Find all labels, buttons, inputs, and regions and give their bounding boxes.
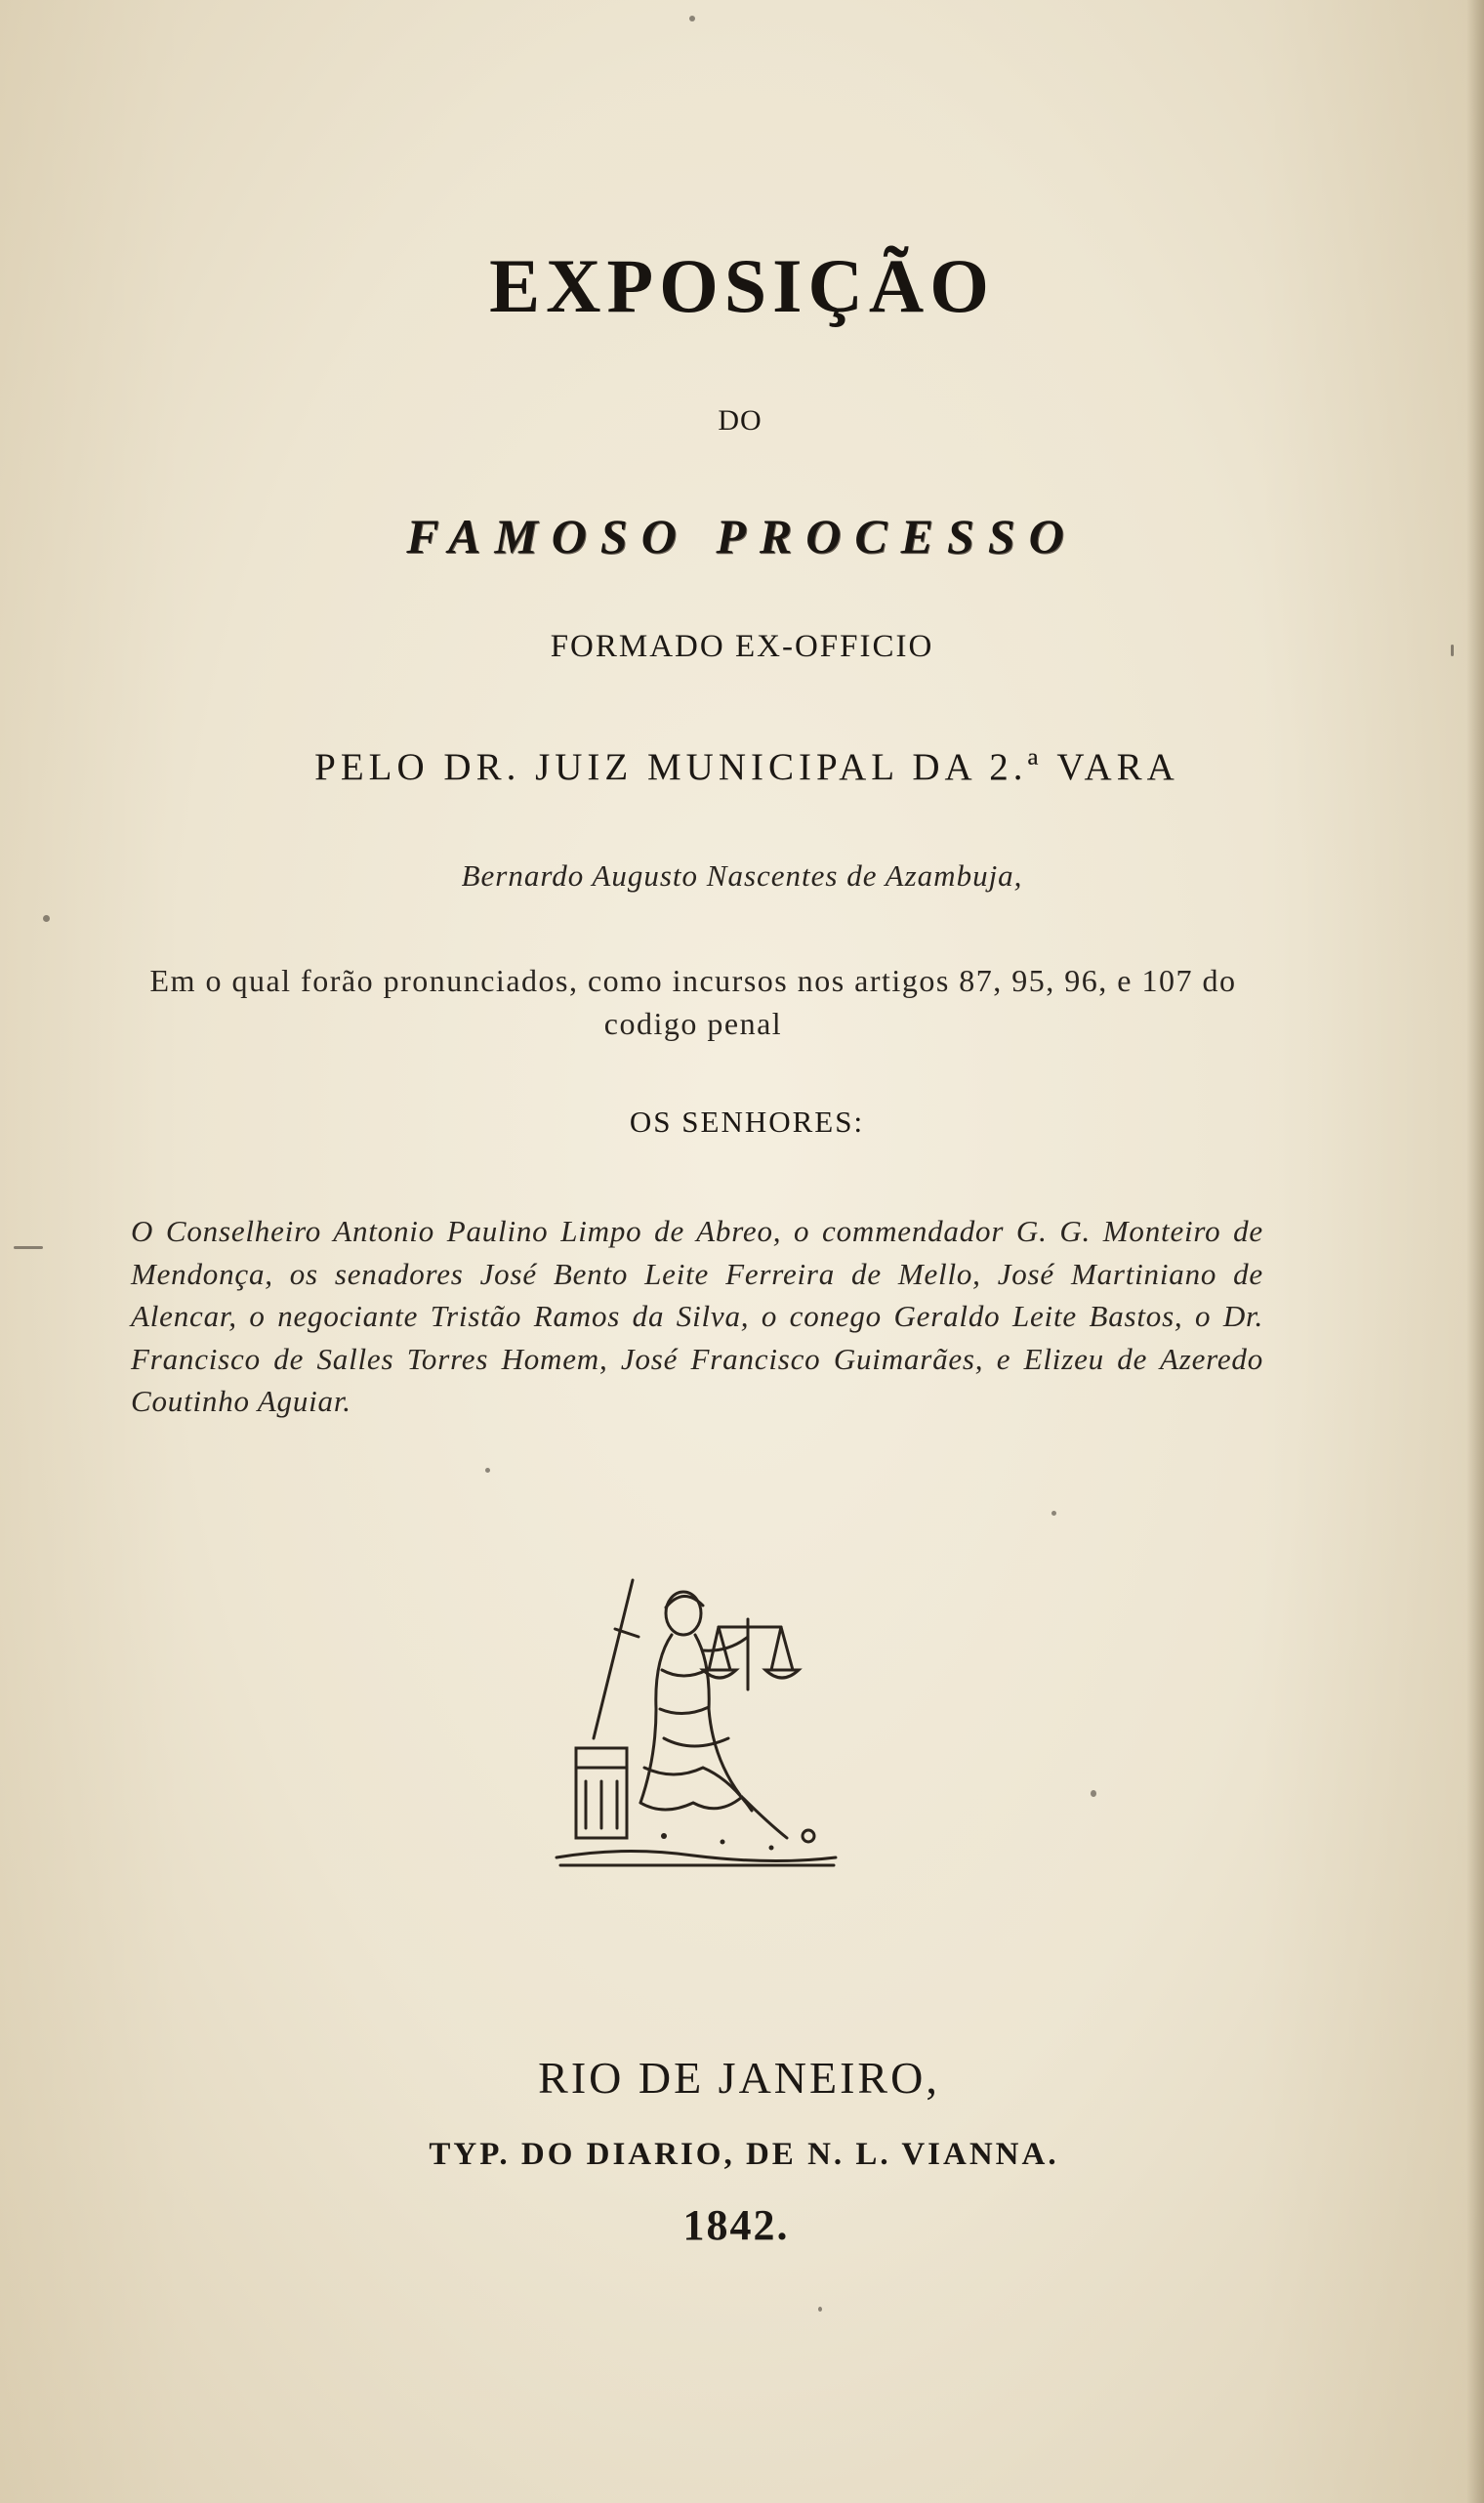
title-connector: DO — [718, 404, 763, 437]
formed-by-line: FORMADO EX-OFFICIO — [550, 629, 934, 664]
page-subtitle: FAMOSO PROCESSO — [406, 509, 1078, 563]
paper-speck — [689, 16, 695, 21]
imprint-place: RIO DE JANEIRO, — [538, 2053, 940, 2103]
page-edge-shadow — [1466, 0, 1484, 2503]
paper-speck — [1091, 1790, 1096, 1797]
paper-speck — [43, 915, 50, 922]
page-title: EXPOSIÇÃO — [489, 243, 995, 328]
paper-speck — [14, 1246, 43, 1249]
imprint-printer: TYP. DO DIARIO, DE N. L. VIANNA. — [429, 2137, 1059, 2172]
judge-line: PELO DR. JUIZ MUNICIPAL DA 2.ª VARA — [314, 746, 1179, 788]
charge-paragraph: Em o qual forão pronunciados, como incursos nos artigos 87, 95, 96, e 107 do codigo penal — [149, 963, 1237, 1041]
senhores-heading: OS SENHORES: — [629, 1105, 865, 1139]
paper-speck — [1051, 1511, 1056, 1516]
justice-figure-icon — [547, 1572, 849, 1885]
paper-speck — [485, 1468, 490, 1473]
judge-name: Bernardo Augusto Nascentes de Azambuja, — [461, 858, 1023, 893]
paper-speck — [818, 2307, 822, 2312]
defendants-list: O Conselheiro Antonio Paulino Limpo de Abreo, o commendador G. G. Monteiro de Mendonça, os senadores José Bento Leite Ferreira de Mello, José Martiniano de Alencar, o negociante Tristão Ramos da Silva, o conego Geraldo Leite Bastos, o Dr. Francisco de Salles Torres Homem, José Francisco Guimarães, e Elizeu de Azeredo Coutinho Aguiar. — [131, 1214, 1263, 1418]
imprint-year: 1842. — [682, 2201, 790, 2249]
